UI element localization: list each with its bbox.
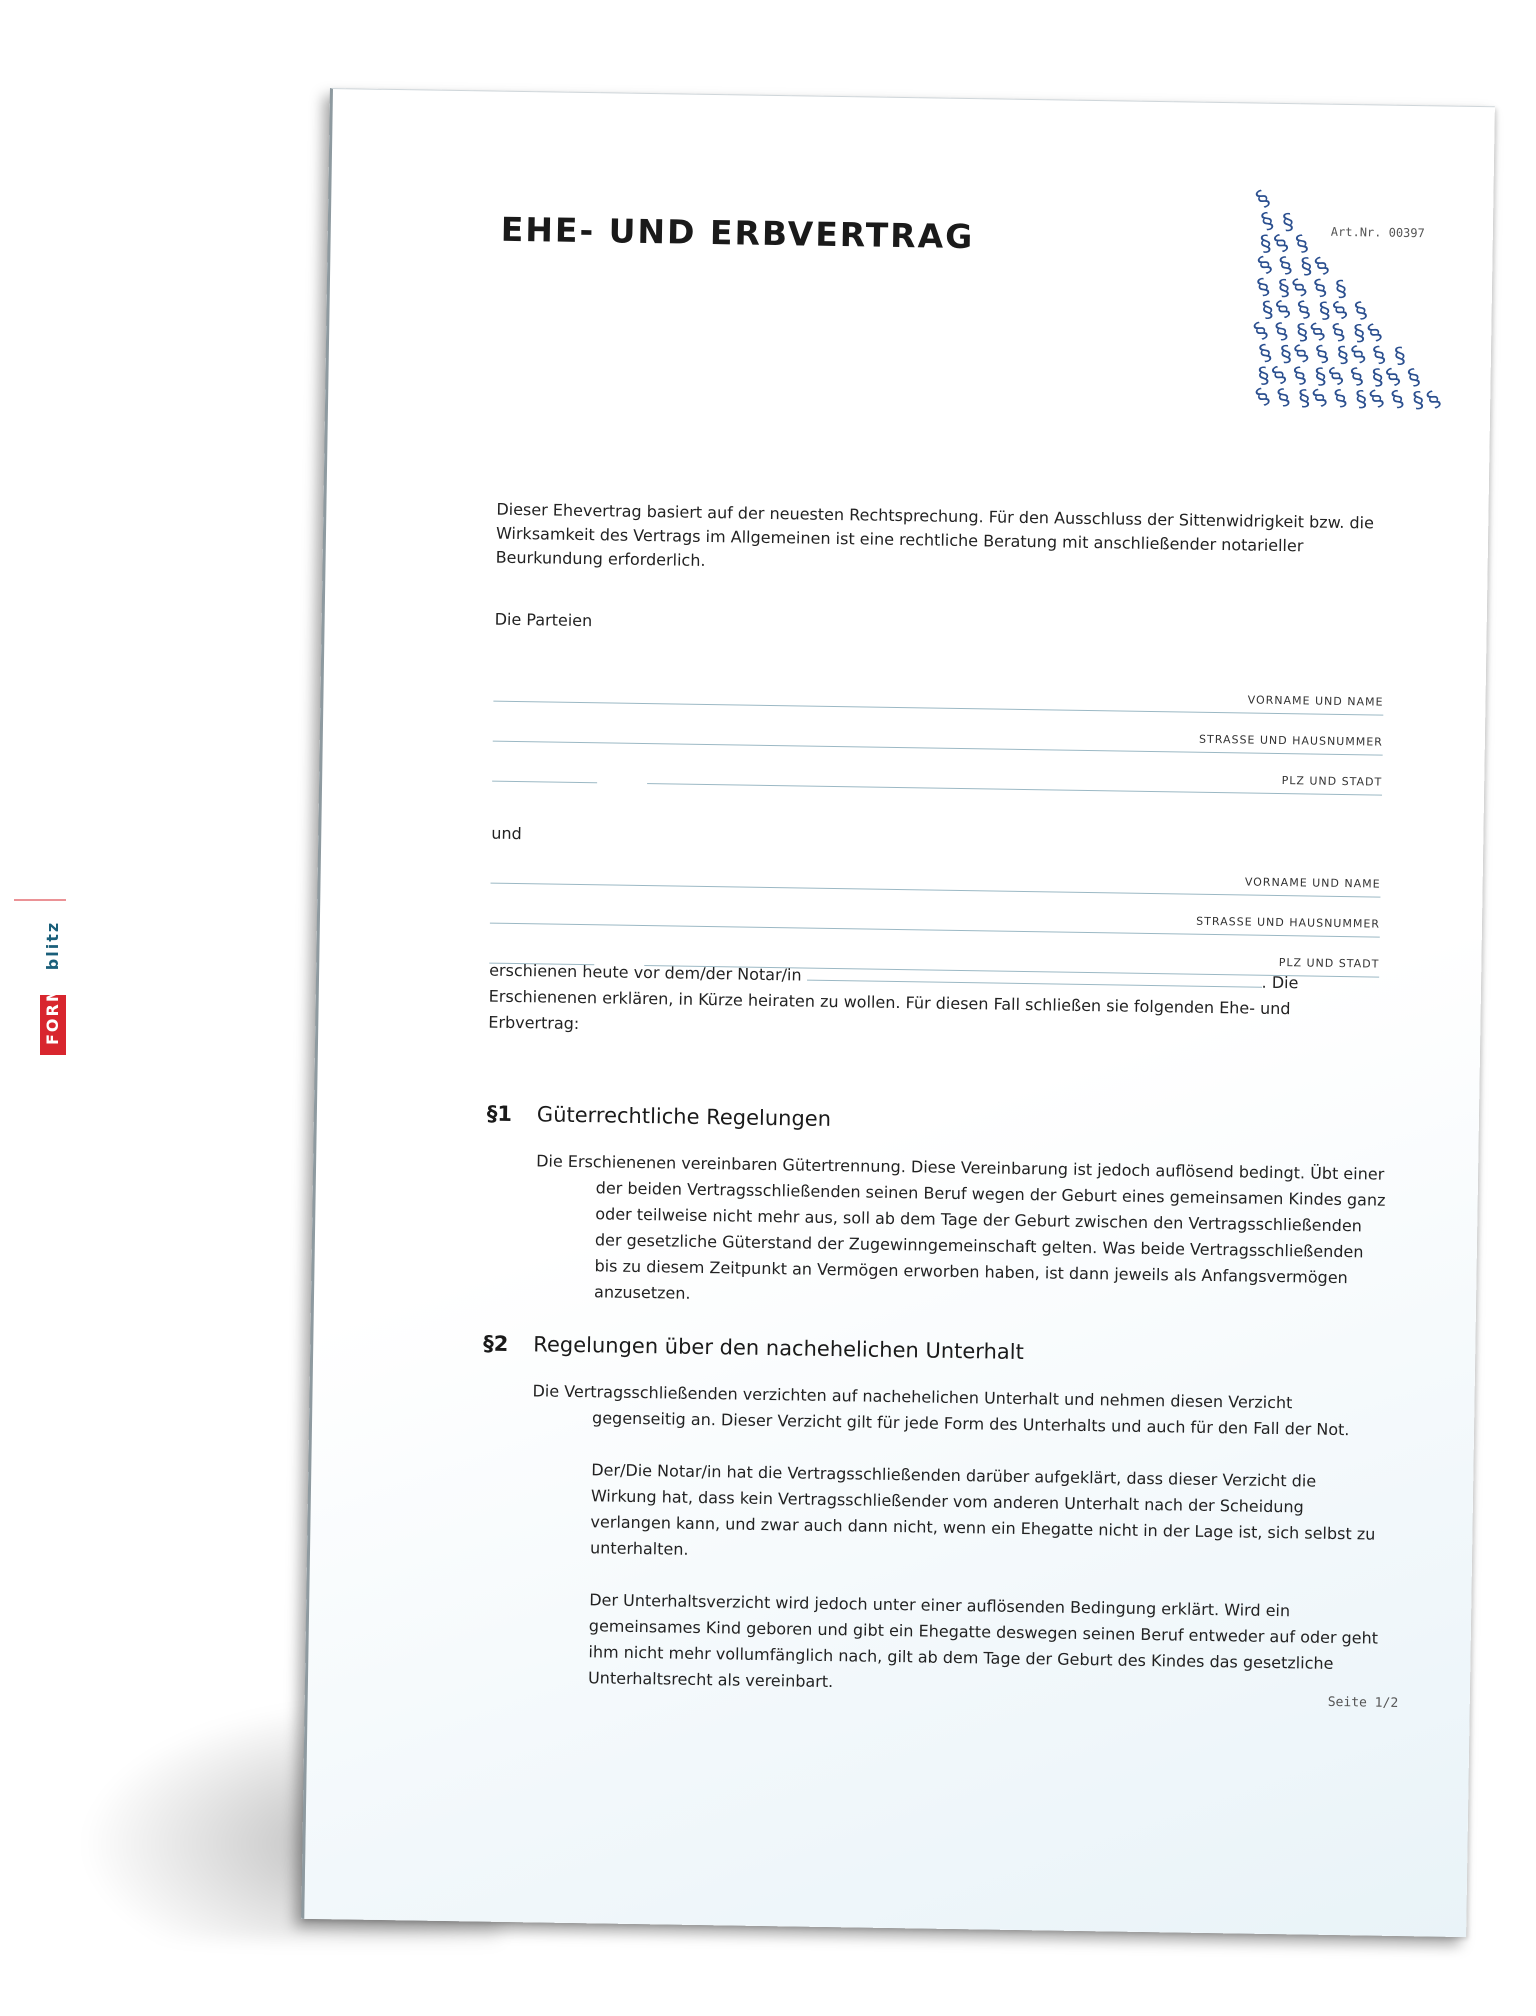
paragraph-symbol-glyph: § (1351, 320, 1368, 348)
paragraph-symbol-glyph: § (1381, 363, 1405, 391)
paragraph-symbol-glyph: § (1258, 231, 1274, 258)
logo-blitz-text: blitz (43, 920, 62, 971)
paragraph-symbol-glyph: § (1353, 386, 1369, 414)
appearance-statement (488, 958, 1379, 1050)
notary-name-field[interactable] (807, 966, 1262, 988)
paragraph-symbol-glyph: § (1267, 362, 1291, 389)
paragraph-symbol-pattern (1249, 185, 1457, 433)
paragraph-symbol-glyph: § (1404, 364, 1424, 392)
paragraph-symbol-glyph: § (1324, 362, 1348, 390)
paragraph-symbol-glyph: § (1312, 340, 1333, 369)
paragraph-symbol-glyph: § (1276, 275, 1292, 302)
paragraph-symbol-glyph: § (1351, 297, 1371, 325)
paragraph-symbol-glyph: § (1251, 383, 1275, 411)
paragraph-symbol-glyph: § (1333, 276, 1349, 303)
party1-city-field[interactable] (492, 752, 1382, 796)
section-title: Güterrechtliche Regelungen (536, 1102, 832, 1131)
section-title: Regelungen über den nachehelichen Unterhalt (533, 1332, 1024, 1365)
appearance-text-start: erschienen heute vor dem/der Notar/in (489, 960, 802, 985)
paragraph-symbol-glyph: § (1278, 341, 1294, 368)
parties-label: Die Parteien (494, 609, 593, 631)
paragraph-symbol-glyph: § (1251, 185, 1275, 213)
paragraph-symbol-glyph: § (1257, 207, 1278, 236)
paragraph-symbol-glyph: § (1422, 386, 1446, 414)
paragraph-symbol-glyph: § (1269, 230, 1294, 257)
section-paragraph: Die Erschienenen vereinbaren Gütertrennung. Diese Vereinbarung ist jedoch auflösend bedingt. Übt einer der beiden Vertragsschließenden seinen Beruf wegen der Geburt eines gemeinsamen Kindes ganz oder teilweise nicht mehr aus, soll ab dem Tage der Geburt zwischen den Vertragsschließenden der gesetzliche Güterstand der Zugewinngemeinschaft gelten. Was beide Vertragsschließenden bis zu diesem Zeitpunkt an Vermögen erworben haben, ist dann jeweils als Anfangsvermögen anzusetzen. (536, 1151, 1386, 1303)
paragraph-symbol-glyph: § (1347, 341, 1371, 369)
appearance-text-end: . Die Erschienenen erklären, in Kürze heiraten zu wollen. Für diesen Fall schließen sie folgenden Ehe- und Erbvertrag: (488, 972, 1299, 1034)
logo-form-text: FORM (43, 984, 62, 1045)
paragraph-symbol-glyph: § (1288, 274, 1312, 302)
field-label: PLZ UND STADT (1281, 774, 1383, 789)
intro-text: Dieser Ehevertrag basiert auf der neuesten Rechtsprechung. Für den Ausschluss der Sittenwidrigkeit bzw. die Wirksamkeit des Vertrags im Allgemeinen ist eine rechtliche Beratung mit anschließender notarieller Beurkundung erforderlich. (495, 499, 1375, 570)
party1-street-field[interactable] (493, 712, 1383, 756)
paragraph-symbol-glyph: § (1317, 297, 1333, 325)
paragraph-symbol-glyph: § (1296, 385, 1313, 413)
paragraph-symbol-glyph: § (1294, 319, 1311, 347)
section-number: §2 (483, 1331, 509, 1356)
paragraph-symbol-glyph: § (1294, 296, 1314, 324)
field-label: PLZ UND STADT (1278, 956, 1380, 971)
paragraph-symbol-glyph: § (1292, 230, 1312, 258)
paragraph-symbol-glyph: § (1335, 342, 1351, 369)
section-1 (484, 1102, 1387, 1344)
paragraph-symbol-glyph: § (1280, 209, 1296, 236)
paragraph-symbol-glyph: § (1310, 274, 1331, 303)
paragraph-symbol-glyph: § (1387, 386, 1408, 414)
section-number: §1 (486, 1101, 513, 1126)
document-title: EHE- UND ERBVERTRAG (500, 209, 975, 257)
paragraph-symbol-glyph: § (1256, 363, 1272, 390)
field-label: STRASSE UND HAUSNUMMER (1198, 732, 1383, 749)
paragraph-symbol-glyph: § (1330, 385, 1351, 413)
paragraph-symbol-glyph: § (1365, 385, 1389, 413)
paragraph-symbol-glyph: § (1273, 384, 1294, 412)
paragraph-symbol-glyph: § (1347, 363, 1367, 391)
party2-street-field[interactable] (490, 894, 1380, 938)
formblitz-logo (40, 905, 66, 1055)
paragraph-symbol-glyph: § (1313, 363, 1329, 391)
paragraph-symbol-glyph: § (1308, 384, 1332, 412)
section-2 (477, 1332, 1383, 1730)
section-paragraph: Der Unterhaltsverzicht wird jedoch unter einer auflösenden Bedingung erklärt. Wird ein gemeinsames Kind geboren und gibt ein Ehegatte deswegen seinen Beruf entweder auf oder geht ihm nicht mehr vollumfänglich nach, gilt ab dem Tage der Geburt des Kindes das gesetzliche Unterhaltsrecht als vereinbart. (587, 1590, 1379, 1692)
paragraph-symbol-glyph: § (1298, 253, 1315, 281)
paragraph-symbol-glyph: § (1255, 339, 1276, 368)
paragraph-symbol-glyph: § (1329, 319, 1349, 347)
party2-name-field[interactable] (491, 854, 1381, 898)
section-heading (487, 1102, 1387, 1140)
document-page (301, 88, 1495, 1937)
paragraph-symbol-glyph: § (1410, 387, 1426, 414)
field-label: VORNAME UND NAME (1247, 693, 1384, 709)
field-label: STRASSE UND HAUSNUMMER (1196, 914, 1381, 931)
paragraph-symbol-glyph: § (1306, 318, 1330, 346)
and-label: und (491, 823, 522, 844)
paragraph-symbol-glyph: § (1369, 341, 1390, 370)
field-label: VORNAME UND NAME (1244, 875, 1381, 891)
paragraph-symbol-glyph: § (1392, 343, 1408, 370)
page-number: Seite 1/2 (1327, 1694, 1399, 1711)
paragraph-symbol-glyph: § (1272, 318, 1292, 346)
paragraph-symbol-glyph: § (1290, 340, 1314, 368)
party1-name-field[interactable] (493, 672, 1383, 716)
paragraph-symbol-glyph: § (1310, 252, 1334, 280)
section-paragraph: Die Vertragsschließenden verzichten auf nachehelichen Unterhalt und nehmen diesen Verzicht gegenseitig an. Dieser Verzicht gilt für jede Form des Unterhalts und auch für den Fall der Not. (532, 1381, 1350, 1440)
section-paragraph: Der/Die Notar/in hat die Vertragsschließenden darüber aufgeklärt, dass dieser Verzicht die Wirkung hat, dass kein Vertragsschließender vom anderen Unterhalt nach der Scheidung verlangen kann, und zwar auch dann nicht, wenn ein Ehegatte nicht in der Lage ist, sich selbst zu unterhalten. (589, 1460, 1376, 1559)
paragraph-symbol-glyph: § (1253, 273, 1274, 302)
paragraph-symbol-glyph: § (1370, 364, 1386, 392)
paragraph-symbol-glyph: § (1249, 317, 1273, 345)
paragraph-symbol-glyph: § (1271, 296, 1295, 323)
paragraph-symbol-glyph: § (1260, 297, 1276, 324)
paragraph-symbol-glyph: § (1363, 319, 1387, 347)
paragraph-symbol-glyph: § (1276, 252, 1296, 280)
paragraph-symbol-glyph: § (1328, 296, 1352, 324)
paragraph-symbol-glyph: § (1290, 362, 1310, 390)
article-number: Art.Nr. 00397 (1330, 224, 1425, 241)
paragraph-symbol-glyph: § (1253, 251, 1277, 279)
